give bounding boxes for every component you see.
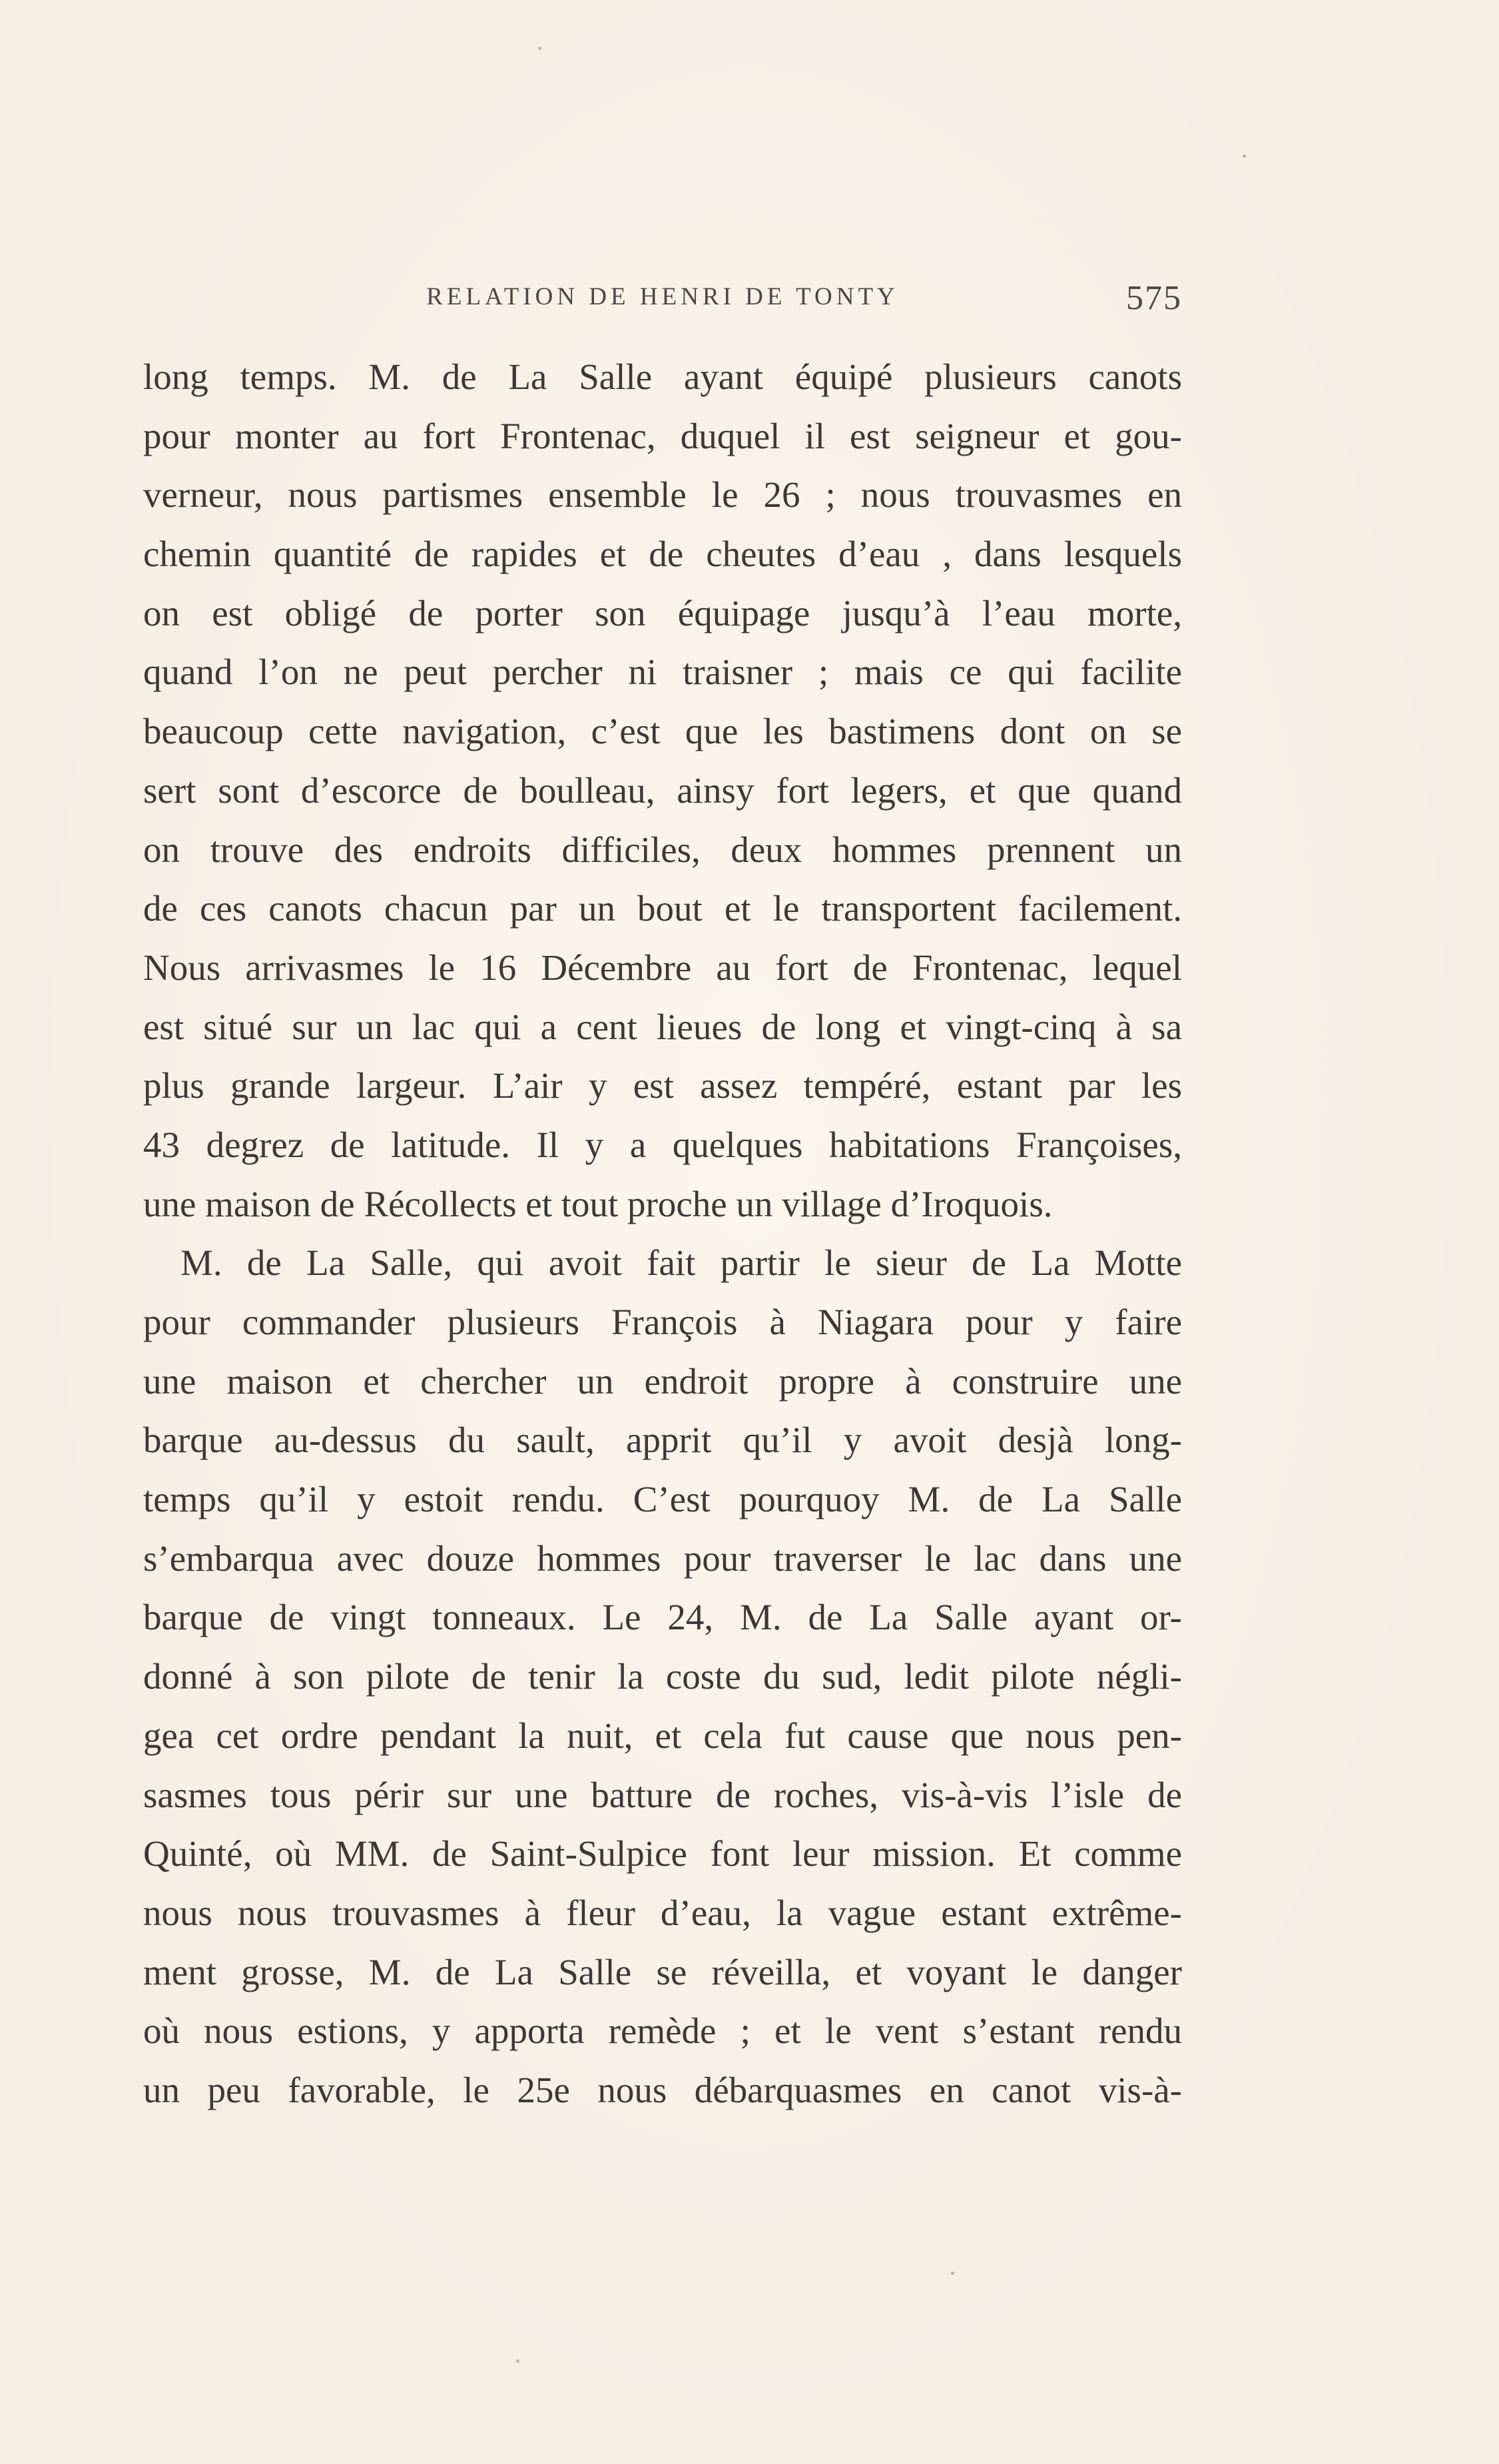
text-line: une maison et chercher un endroit propre à construire une — [143, 1360, 1182, 1402]
text-line: beaucoup cette navigation, c’est que les bastimens dont on se — [143, 711, 1182, 752]
text-line: on est obligé de porter son équipage jusqu’à l’eau morte, — [143, 592, 1182, 633]
text-line: Quinté, où MM. de Saint-Sulpice font leur mission. Et comme — [143, 1833, 1182, 1874]
page-number: 575 — [1126, 279, 1182, 317]
text-line: 43 degrez de latitude. Il y a quelques habitations Françoises, — [143, 1124, 1182, 1165]
text-line: donné à son pilote de tenir la coste du sud, ledit pilote négli- — [143, 1656, 1182, 1697]
text-line: une maison de Récollects et tout proche un village d’Iroquois. — [143, 1183, 1053, 1224]
text-line: Nous arrivasmes le 16 Décembre au fort de Frontenac, lequel — [143, 947, 1182, 988]
text-line: pour monter au fort Frontenac, duquel il est seigneur et gou- — [143, 415, 1182, 456]
text-line: verneur, nous partismes ensemble le 26 ; nous trouvasmes en — [143, 474, 1182, 516]
paper-speck — [538, 47, 541, 50]
paper-speck — [516, 2359, 519, 2363]
text-line: nous nous trouvasmes à fleur d’eau, la vague estant extrême- — [143, 1892, 1182, 1933]
paper-speck — [1243, 155, 1246, 158]
paper-speck — [951, 2271, 954, 2275]
text-line: chemin quantité de rapides et de cheutes d’eau , dans lesquels — [143, 534, 1182, 575]
text-line: où nous estions, y apporta remède ; et le vent s’estant rendu — [143, 2010, 1182, 2052]
text-line: pour commander plusieurs François à Niagara pour y faire — [143, 1302, 1182, 1342]
text-line: ment grosse, M. de La Salle se réveilla, et voyant le danger — [143, 1951, 1182, 1992]
text-line: un peu favorable, le 25e nous débarquasmes en canot vis-à- — [143, 2069, 1182, 2110]
text-line: on trouve des endroits difficiles, deux hommes prennent un — [143, 829, 1182, 870]
text-line: barque au-dessus du sault, apprit qu’il y avoit desjà long- — [143, 1420, 1182, 1461]
text-line: temps qu’il y estoit rendu. C’est pourquoy M. de La Salle — [143, 1479, 1182, 1520]
body-text — [143, 348, 1182, 2120]
text-line: barque de vingt tonneaux. Le 24, M. de La Salle ayant or- — [143, 1597, 1182, 1638]
running-head — [143, 278, 1182, 318]
text-line: sert sont d’escorce de boulleau, ainsy fort legers, et que quand — [143, 769, 1182, 811]
text-line: s’embarqua avec douze hommes pour traverser le lac dans une — [143, 1537, 1182, 1579]
text-line: long temps. M. de La Salle ayant équipé plusieurs canots — [143, 356, 1182, 397]
text-line: gea cet ordre pendant la nuit, et cela fut cause que nous pen- — [143, 1715, 1182, 1756]
text-line: de ces canots chacun par un bout et le transportent facilement. — [143, 888, 1182, 929]
text-line: quand l’on ne peut percher ni traisner ; mais ce qui facilite — [143, 651, 1182, 693]
text-line: plus grande largeur. L’air y est assez tempéré, estant par les — [143, 1065, 1182, 1106]
text-line: sasmes tous périr sur une batture de roches, vis-à-vis l’isle de — [143, 1774, 1182, 1815]
running-title: RELATION DE HENRI DE TONTY — [426, 283, 899, 310]
text-line: est situé sur un lac qui a cent lieues de long et vingt-cinq à sa — [143, 1006, 1182, 1047]
text-line: M. de La Salle, qui avoit fait partir le sieur de La Motte — [180, 1242, 1182, 1284]
